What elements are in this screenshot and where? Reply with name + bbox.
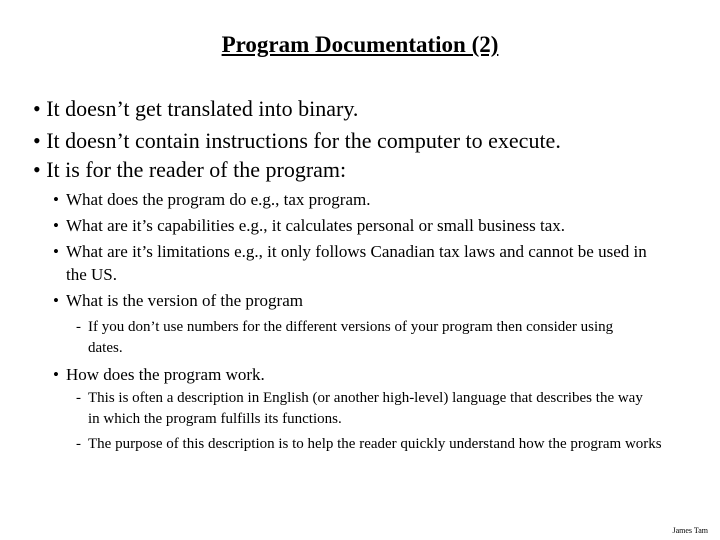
dash-icon: - <box>76 319 81 335</box>
sub-bullet-limitations <box>53 240 665 286</box>
bullet-instructions: • It doesn’t contain instructions for the computer to execute. <box>33 128 561 153</box>
sub-bullet-version <box>53 289 693 312</box>
bullet-icon: • <box>53 190 59 209</box>
bullet-icon: • <box>53 216 59 235</box>
detail-description <box>76 388 648 430</box>
bullet-icon: • <box>53 365 59 384</box>
sub-bullet-text: What is the version of the program <box>66 291 303 310</box>
detail-purpose <box>76 434 676 455</box>
slide-title: Program Documentation (2) <box>221 32 499 57</box>
sub-bullet-text: What are it’s limitations e.g., it only follows Canadian tax laws and cannot be used in the US. <box>66 242 647 284</box>
bullet-binary: • It doesn’t get translated into binary. <box>33 96 359 121</box>
sub-bullet-text: What are it’s capabilities e.g., it calculates personal or small business tax. <box>66 216 565 235</box>
sub-bullet-how-work <box>53 363 693 386</box>
bullet-icon: • <box>53 291 59 310</box>
dash-icon: - <box>76 390 81 406</box>
sub-bullet-text: How does the program work. <box>66 365 265 384</box>
sub-bullet-what-does <box>53 188 693 211</box>
detail-text: This is often a description in English (or another high-level) language that describes the way in which the program fulfills its functions. <box>88 390 643 427</box>
detail-version-dates <box>76 317 624 359</box>
bullet-icon: • <box>53 242 59 261</box>
author-footer: James Tam <box>672 526 708 535</box>
bullet-reader: • It is for the reader of the program: <box>33 157 347 182</box>
dash-icon: - <box>76 436 81 452</box>
sub-bullet-capabilities <box>53 214 693 237</box>
sub-bullet-text: What does the program do e.g., tax program. <box>66 190 371 209</box>
detail-text: The purpose of this description is to help the reader quickly understand how the program works <box>88 436 662 452</box>
detail-text: If you don’t use numbers for the different versions of your program then consider using dates. <box>88 319 614 356</box>
